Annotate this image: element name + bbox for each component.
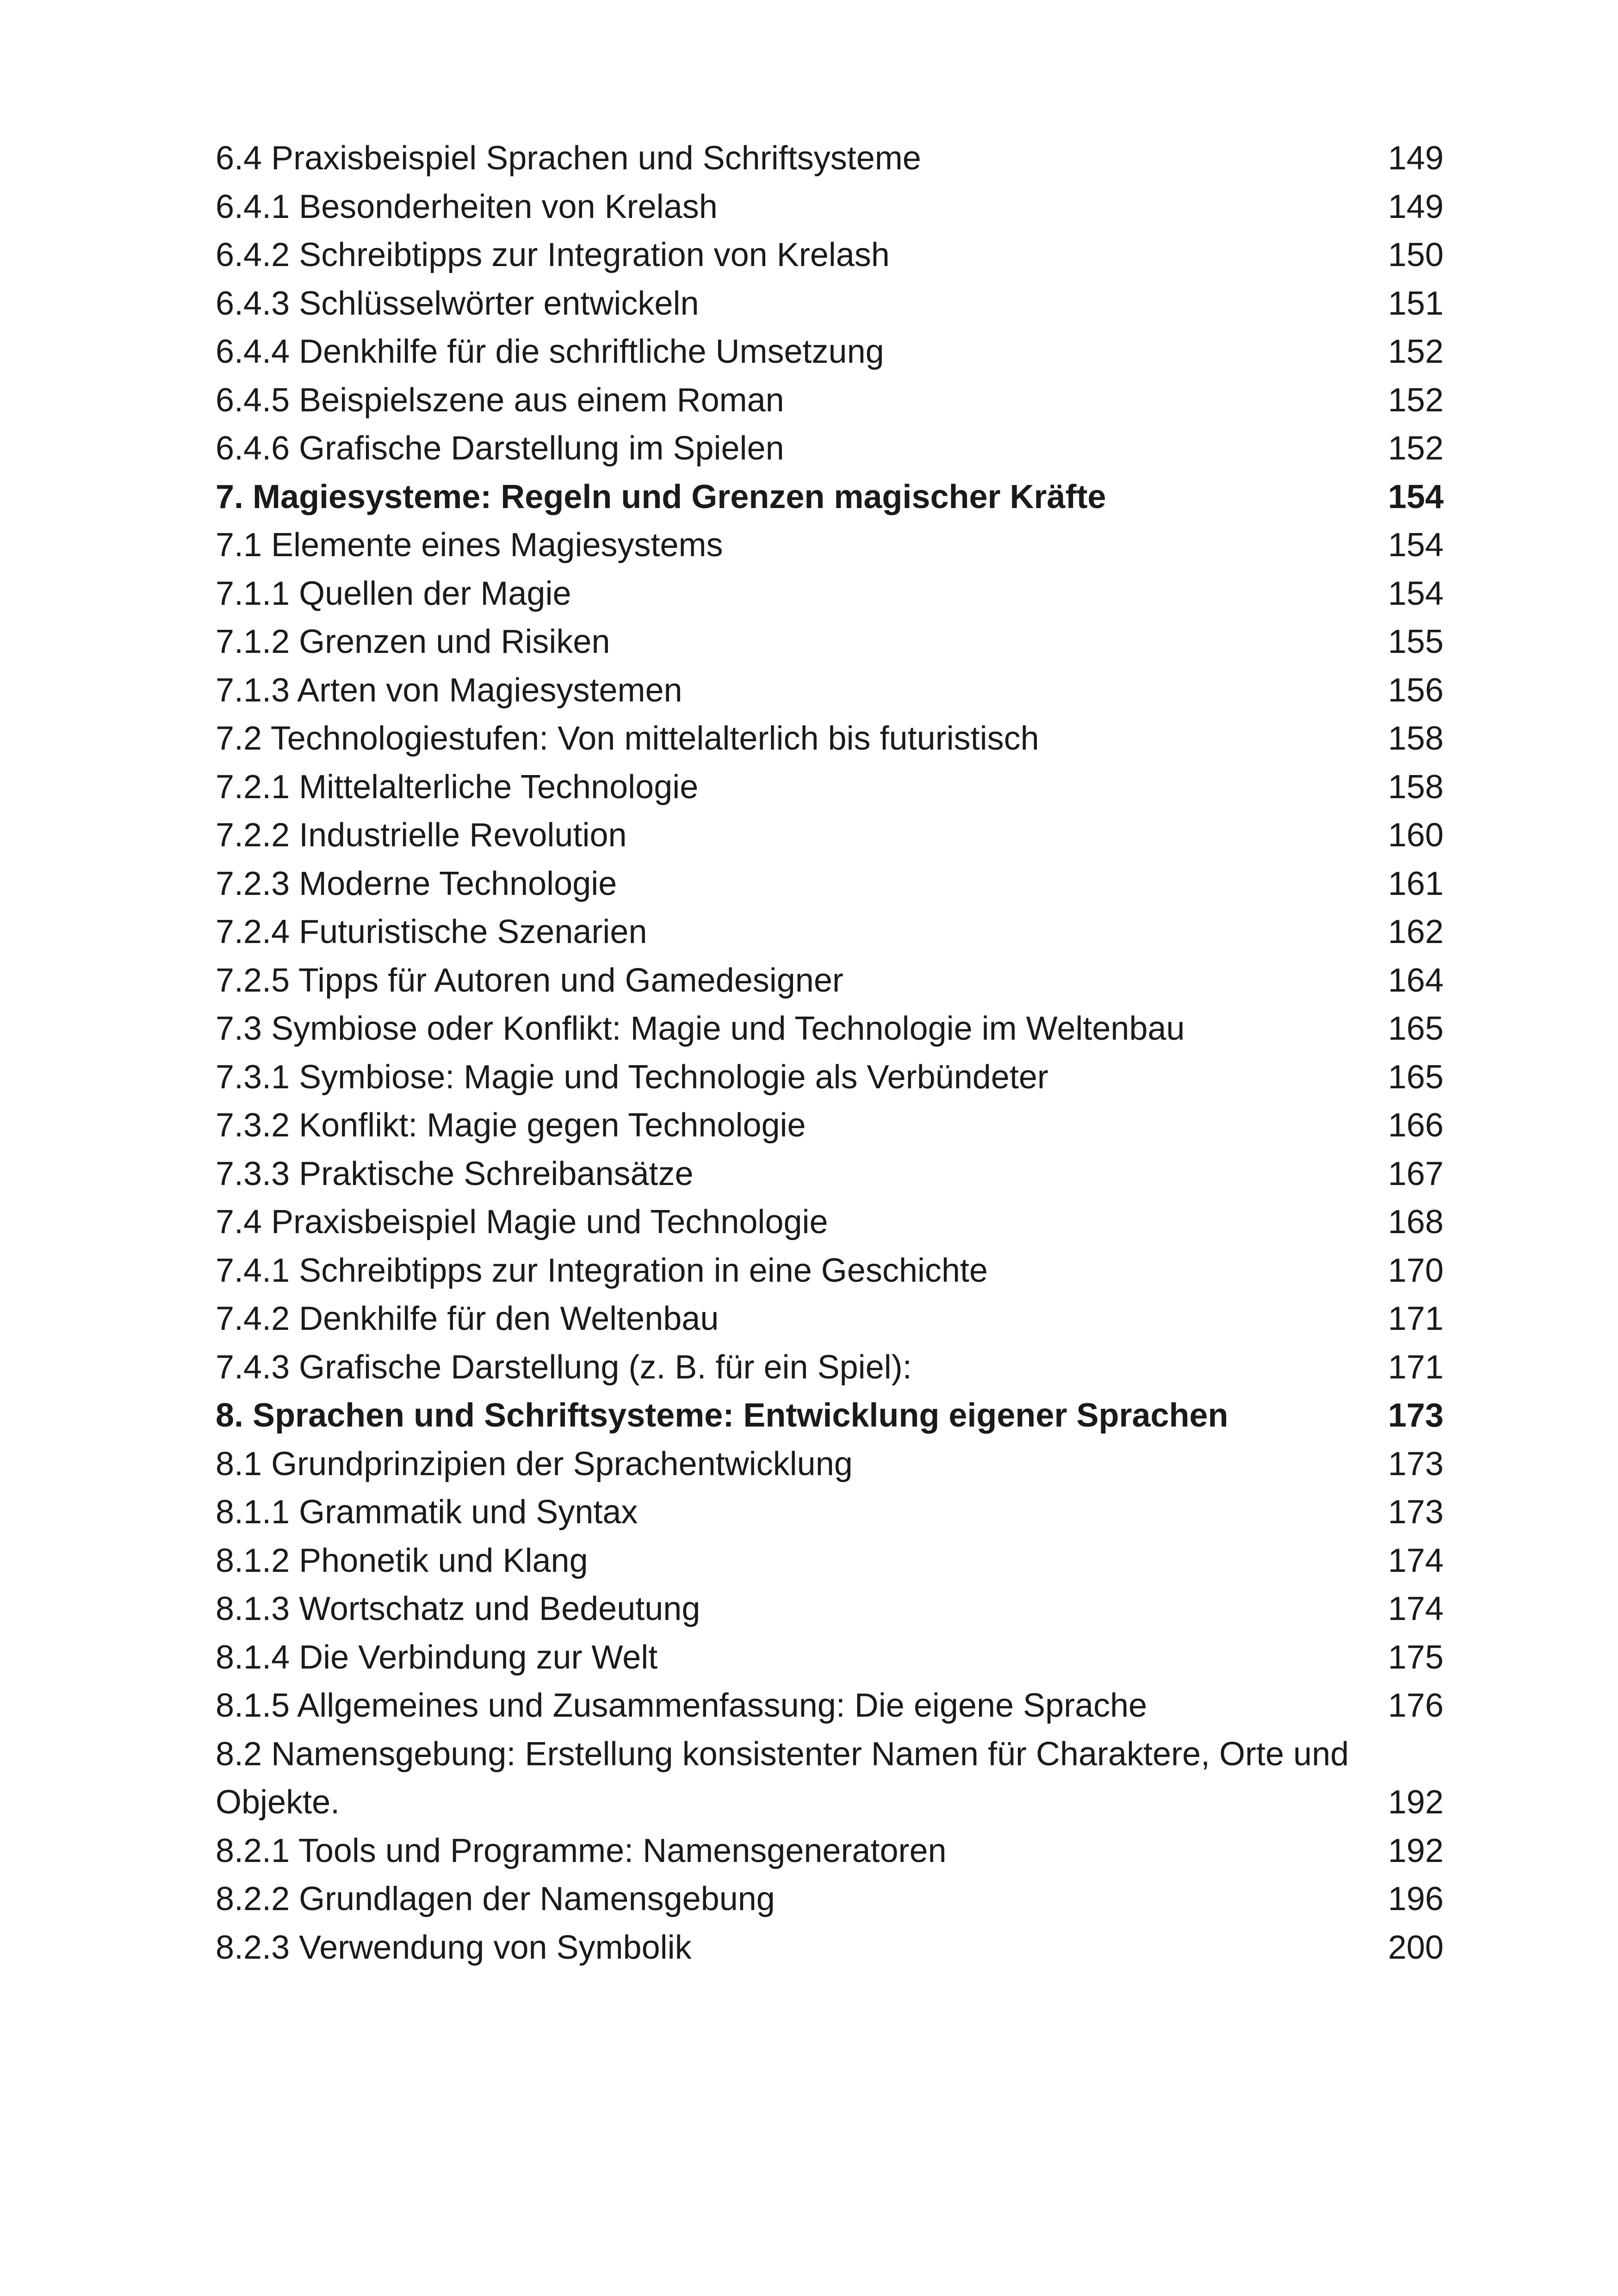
toc-entry-page-number: 152: [1388, 381, 1444, 419]
toc-entry-title: 7.2.3 Moderne Technologie: [216, 865, 617, 902]
toc-entry-page-number: 149: [1388, 188, 1444, 225]
toc-entry-title: 7.1 Elemente eines Magiesystems: [216, 527, 723, 564]
toc-entry: [216, 183, 1444, 231]
toc-entry-title: 7.1.1 Quellen der Magie: [216, 575, 571, 612]
toc-entry-title: 8.2.2 Grundlagen der Namensgebung: [216, 1880, 775, 1917]
toc-entry: [216, 908, 1444, 956]
toc-entry: [216, 1633, 1444, 1682]
toc-entry: [216, 1875, 1444, 1924]
toc-entry: [216, 714, 1444, 763]
toc-entry: [216, 1488, 1444, 1537]
toc-entry-title: 6.4.3 Schlüsselwörter entwickeln: [216, 285, 699, 322]
toc-entry: [216, 424, 1444, 473]
toc-entry: [216, 1827, 1444, 1875]
toc-entry: [216, 1440, 1444, 1489]
toc-entry-page-number: 192: [1388, 1784, 1444, 1821]
toc-entry-title: 8.2 Namensgebung: Erstellung konsistenter Namen für Charaktere, Orte und Objekte.: [216, 1735, 1349, 1821]
toc-entry-title: 7.2.2 Industrielle Revolution: [216, 817, 627, 854]
toc-entry: [216, 860, 1444, 908]
toc-entry-page-number: 158: [1388, 720, 1444, 757]
toc-entry-page-number: 156: [1388, 671, 1444, 709]
toc-entry-title: 8.1.1 Grammatik und Syntax: [216, 1494, 638, 1531]
toc-entry-page-number: 154: [1388, 478, 1444, 515]
toc-entry-page-number: 196: [1388, 1880, 1444, 1917]
toc-entry-page-number: 155: [1388, 623, 1444, 660]
toc-entry-title: 8.1 Grundprinzipien der Sprachentwicklung: [216, 1445, 853, 1483]
toc-entry-page-number: 200: [1388, 1929, 1444, 1966]
toc-entry-page-number: 174: [1388, 1542, 1444, 1579]
toc-entry-page-number: 192: [1388, 1832, 1444, 1869]
toc-entry-page-number: 152: [1388, 333, 1444, 370]
toc-entry-title: 7.3.3 Praktische Schreibansätze: [216, 1155, 694, 1192]
toc-entry-page-number: 164: [1388, 962, 1444, 999]
toc-entry: [216, 666, 1444, 715]
toc-entry-page-number: 161: [1388, 865, 1444, 902]
toc-entry-page-number: 168: [1388, 1204, 1444, 1241]
toc-entry: [216, 231, 1444, 279]
toc-entry-page-number: 154: [1388, 575, 1444, 612]
toc-entry-title: 8.1.3 Wortschatz und Bedeutung: [216, 1590, 701, 1627]
toc-chapter-entry: [216, 473, 1444, 521]
toc-entry-title: 7.4.2 Denkhilfe für den Weltenbau: [216, 1300, 719, 1337]
toc-entry-page-number: 165: [1388, 1010, 1444, 1047]
toc-entry: [216, 1343, 1444, 1392]
toc-chapter-entry: [216, 1391, 1444, 1440]
toc-entry-page-number: 154: [1388, 527, 1444, 564]
toc-entry: [216, 1682, 1444, 1730]
toc-entry-title: 7.1.2 Grenzen und Risiken: [216, 623, 610, 660]
toc-entry-page-number: 151: [1388, 285, 1444, 322]
toc-entry: [216, 1053, 1444, 1102]
toc-entry-title: 7.3.2 Konflikt: Magie gegen Technologie: [216, 1107, 806, 1144]
toc-entry-page-number: 173: [1388, 1494, 1444, 1531]
toc-entry-title: 7.2 Technologiestufen: Von mittelalterlich bis futuristisch: [216, 720, 1039, 757]
toc-entry-page-number: 158: [1388, 768, 1444, 806]
toc-entry: [216, 1101, 1444, 1150]
toc-entry-title: 7.4.1 Schreibtipps zur Integration in eine Geschichte: [216, 1252, 988, 1289]
toc-entry-title: 6.4.4 Denkhilfe für die schriftliche Umsetzung: [216, 333, 884, 370]
toc-entry-page-number: 166: [1388, 1107, 1444, 1144]
toc-entry-title: 8.2.1 Tools und Programme: Namensgeneratoren: [216, 1832, 947, 1869]
toc-entry: [216, 1537, 1444, 1585]
table-of-contents: [216, 134, 1444, 1972]
toc-entry-title: 6.4.6 Grafische Darstellung im Spielen: [216, 430, 784, 467]
toc-entry-title: 7.3 Symbiose oder Konflikt: Magie und Technologie im Weltenbau: [216, 1010, 1185, 1047]
toc-entry: [216, 1730, 1444, 1827]
toc-entry-title: 7.2.1 Mittelalterliche Technologie: [216, 768, 699, 806]
toc-entry-page-number: 176: [1388, 1687, 1444, 1724]
toc-entry-page-number: 149: [1388, 140, 1444, 177]
toc-entry-title: 8.1.2 Phonetik und Klang: [216, 1542, 588, 1579]
toc-entry: [216, 1924, 1444, 1972]
toc-entry-title: 6.4.2 Schreibtipps zur Integration von Krelash: [216, 236, 890, 273]
toc-entry-title: 8. Sprachen und Schriftsysteme: Entwicklung eigener Sprachen: [216, 1397, 1228, 1434]
toc-entry: [216, 956, 1444, 1005]
toc-entry: [216, 1585, 1444, 1633]
toc-entry-title: 8.1.4 Die Verbindung zur Welt: [216, 1638, 658, 1676]
toc-entry: [216, 1247, 1444, 1295]
toc-entry: [216, 763, 1444, 812]
toc-entry: [216, 134, 1444, 183]
toc-entry-page-number: 173: [1388, 1397, 1444, 1434]
toc-entry-page-number: 175: [1388, 1638, 1444, 1676]
toc-entry: [216, 1005, 1444, 1053]
toc-entry-page-number: 171: [1388, 1348, 1444, 1386]
toc-entry-title: 6.4 Praxisbeispiel Sprachen und Schriftsysteme: [216, 140, 921, 177]
toc-entry-page-number: 160: [1388, 817, 1444, 854]
toc-entry-title: 8.1.5 Allgemeines und Zusammenfassung: Die eigene Sprache: [216, 1687, 1147, 1724]
toc-entry-title: 7. Magiesysteme: Regeln und Grenzen magischer Kräfte: [216, 478, 1106, 515]
toc-entry: [216, 328, 1444, 376]
toc-entry: [216, 521, 1444, 570]
toc-entry-title: 7.1.3 Arten von Magiesystemen: [216, 671, 682, 709]
toc-entry-page-number: 165: [1388, 1058, 1444, 1096]
toc-entry-title: 6.4.1 Besonderheiten von Krelash: [216, 188, 718, 225]
toc-entry: [216, 1150, 1444, 1198]
toc-entry-page-number: 174: [1388, 1590, 1444, 1627]
toc-entry: [216, 618, 1444, 666]
toc-entry: [216, 279, 1444, 328]
toc-entry-page-number: 152: [1388, 430, 1444, 467]
toc-entry-title: 6.4.5 Beispielszene aus einem Roman: [216, 381, 784, 419]
toc-entry: [216, 1295, 1444, 1343]
toc-entry-page-number: 171: [1388, 1300, 1444, 1337]
toc-entry-page-number: 170: [1388, 1252, 1444, 1289]
toc-entry-title: 7.4.3 Grafische Darstellung (z. B. für ein Spiel):: [216, 1348, 912, 1386]
toc-entry-page-number: 150: [1388, 236, 1444, 273]
toc-entry-page-number: 167: [1388, 1155, 1444, 1192]
toc-entry-title: 8.2.3 Verwendung von Symbolik: [216, 1929, 692, 1966]
toc-entry: [216, 376, 1444, 425]
toc-entry-page-number: 173: [1388, 1445, 1444, 1483]
toc-entry: [216, 570, 1444, 618]
toc-entry-title: 7.2.5 Tipps für Autoren und Gamedesigner: [216, 962, 843, 999]
toc-entry: [216, 811, 1444, 860]
toc-entry-page-number: 162: [1388, 913, 1444, 950]
toc-entry-title: 7.4 Praxisbeispiel Magie und Technologie: [216, 1204, 828, 1241]
toc-entry: [216, 1198, 1444, 1247]
toc-entry-title: 7.2.4 Futuristische Szenarien: [216, 913, 647, 950]
toc-entry-title: 7.3.1 Symbiose: Magie und Technologie als Verbündeter: [216, 1058, 1048, 1096]
